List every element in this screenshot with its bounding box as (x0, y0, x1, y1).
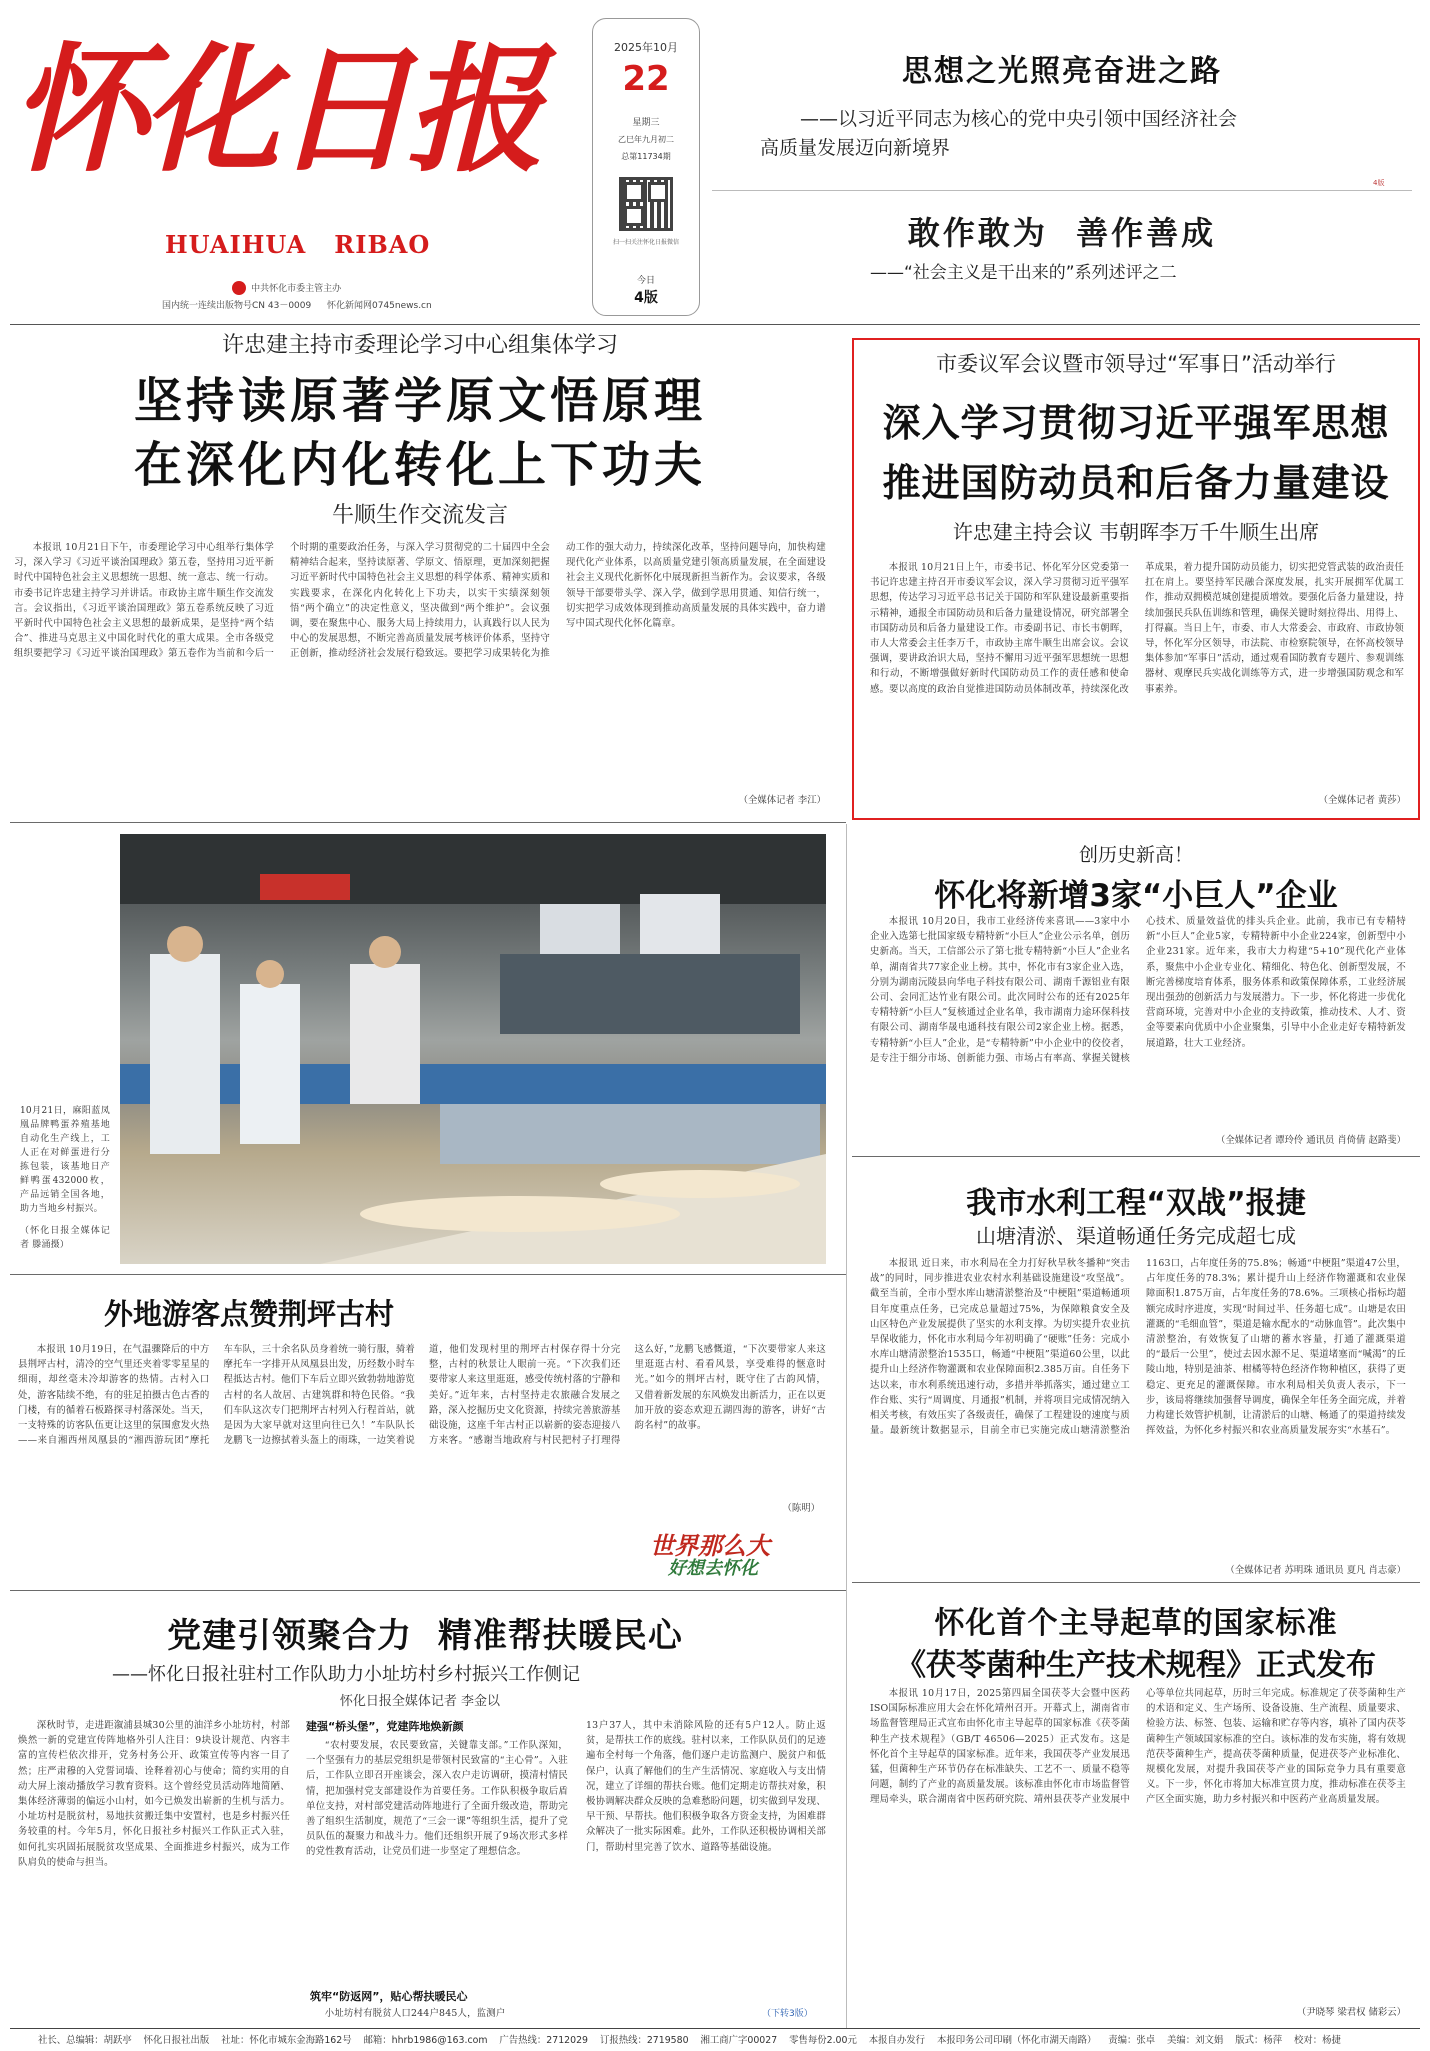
footer-rule (10, 2028, 1420, 2029)
divider (852, 1582, 1420, 1583)
water-body: 本报讯 近日来，市水利局在全力打好秋旱秋冬播种“突击战”的同时，同步推进农业农村水利基础设施建设“攻坚战”。截至当前，全市小型水库山塘清淤整治及“中梗阻”渠道畅通项目年度重点任务，已完成总量超过75%，为保障粮食安全及山区特色产业发展提供了坚实的水利支撑。为切实提升农业抗旱保收能力，怀化市水利局今年初明确了“硬账”任务：完成小水库山塘清淤整治1535口，畅通“中梗阻”渠道60公里，以此提升山上经济作物灌溉和农业保障面积2.385万亩。自任务下达以来，市水利系统迅速行动，多措并举抓落实，通过建立工作台账、实行“周调度、月通报”机制，并将项目完成情况纳入相关考核，有效压实了各级责任，确保了工程建设的速度与质量。最新统计数据显示，目前全市已实施完成山塘清淤整治1163口，占年度任务的75.8%；畅通“中梗阻”渠道47公里，占年度任务的78.3%；累计提升山上经济作物灌溉和农业保障面积1.875万亩，占年度任务的78.6%。三项核心指标均超额完成时序进度，实现“时间过半、任务超七成”。山塘是农田灌溉的“毛细血管”，渠道是输水配水的“动脉血管”。此次集中清淤整治，有效恢复了山塘的蓄水容量，打通了灌溉渠道的“最后一公里”，使过去因水源不足、渠道堵塞而“喊渴”的丘陵山地，特别是油茶、柑橘等特色经济作物种植区，获得了更稳定、更充足的灌溉保障。市水利局相关负责人表示，下一步，该局将继续加强督导调度，确保全年任务全面完成，并着力构建长效管护机制，让清淤后的山塘、畅通了的渠道持续发挥效益，为怀化乡村振兴和农业高质量发展夯实“水基石”。 (870, 1258, 1406, 1437)
masthead-pinyin: HUAIHUA RIBAO (165, 230, 431, 259)
boxed-title-1[interactable]: 深入学习贯彻习近平强军思想 (882, 401, 1390, 445)
tourists-body: 本报讯 10月19日，在气温骤降后的中方县荆坪古村，清冷的空气里还夹着零零星星的细雨，却丝毫未冷却游客的热情。古村入口处，游客陆续不绝，有的驻足拍摄古色古香的门楼，有的循着石板路探寻村落深处。当天，一支特殊的访客队伍更让这里的氛围愈发火热——来自湘西州凤凰县的“湘西游玩团”摩托车车队，三十余名队员身着统一骑行服，骑着摩托车一字排开从凤凰县出发，历经数小时车程抵达古村。他们下车后立即兴致勃勃地游览古村的名人故居、古建筑群和特色民俗。“我们车队这次专门把荆坪古村列入行程首站，就是因为大家早就对这里向往已久！”车队队长龙鹏飞一边擦拭着头盔上的雨珠，一边笑着说道，他们发现村里的荆坪古村保存得十分完整，古村的秋景让人眼前一亮。“下次我们还要带家人来这里逛逛，感受传统村落的宁静和美好。”近年来，古村坚持走农旅融合发展之路，深入挖掘历史文化资源，持续完善旅游基础设施，这座千年古村正以崭新的姿态迎接八方来客。“感谢当地政府与村民把村子打理得这么好，”龙鹏飞感慨道，“下次要带家人来这里逛逛古村、看看风景，享受难得的惬意时光。”如今的荆坪古村，既守住了古韵风情，又借着新发展的东风焕发出新活力，正在以更加开放的姿态欢迎五湖四海的游客，讲好“古韵名村”的故事。 (18, 1344, 826, 1447)
water-title[interactable]: 我市水利工程“双战”报捷 (966, 1186, 1306, 1221)
photo-scene (120, 834, 826, 1264)
sponsor-text: 中共怀化市委主管主办 (251, 284, 342, 294)
lead-kicker: 许忠建主持市委理论学习中心组集体学习 (221, 333, 618, 358)
party-body-col2: “农村要发展，农民要致富，关键靠支部。”工作队深知，一个坚强有力的基层党组织是带领村民致富的“主心骨”。入驻后，工作队立即召开座谈会，深入农户走访调研，摸清村情民情，把加强村党支部建设作为首要任务。工作队积极争取后盾单位支持，对村部党建活动阵地进行了全面升级改造，帮助完善了组织生活制度，规范了“三会一课”等组织生活，提升了党员队伍的凝聚力和战斗力。他们还组织开展了9场次形式多样的党性教育活动，让党员们进一步坚定了理想信念。 (306, 1740, 568, 1858)
boxed-byline: （全媒体记者 黄莎） (1318, 795, 1406, 806)
tourists-title[interactable]: 外地游客点赞荆坪古村 (104, 1297, 395, 1331)
standard-title-2[interactable]: 《茯苓菌种生产技术规程》正式发布 (896, 1648, 1376, 1683)
little-giant-kicker: 创历史新高！ (1078, 844, 1193, 866)
party-col2-subhead-1: 建强“桥头堡”，党建阵地焕新颜 (306, 1720, 464, 1733)
little-giant-byline: （全媒体记者 谭玲伶 通讯员 肖倚倩 赵路斐） (1215, 1135, 1406, 1146)
party-continue-link[interactable]: （下转3版） (762, 2009, 813, 2019)
top-story-1-title[interactable]: 思想之光照亮奋进之路 (902, 54, 1222, 89)
footer-info: 社长、总编辑：胡跃亭 怀化日报社出版 社址：怀化市城东金海路162号 邮箱：hhrb1986@163.com 广告热线：2712029 订报热线：2719580 湘工商广字00027 零售每份2.00元 本报自办发行 本报印务公司印刷（怀化市湖天南路） 责编：张卓 美编：刘文娟 版式：杨萍 校对：杨捷 (38, 2035, 1341, 2046)
date-block (592, 18, 700, 316)
lead-byline: （全媒体记者 李江） (738, 795, 826, 806)
water-sub: 山塘清淤、渠道畅通任务完成超七成 (976, 1224, 1296, 1248)
top-story-2-title[interactable]: 敢作敢为 善作善成 (907, 214, 1217, 252)
divider (10, 1274, 846, 1275)
today-label: 今日 (636, 276, 655, 286)
tourists-byline: （陈明） (782, 1503, 820, 1514)
top-story-1-page-ref[interactable]: 4版 (1373, 179, 1385, 187)
boxed-title-2[interactable]: 推进国防动员和后备力量建设 (882, 461, 1390, 505)
divider (852, 1156, 1420, 1157)
standard-byline: （尹晓琴 梁君权 储彩云） (1296, 2007, 1406, 2018)
water-byline: （全媒体记者 苏明珠 通讯员 夏凡 肖志豪） (1225, 1565, 1406, 1576)
masthead-title: 怀化日报 (10, 28, 539, 191)
cn-number: 国内统一连续出版物号CN 43－0009 (162, 301, 312, 311)
divider (10, 1590, 846, 1591)
lead-title-1[interactable]: 坚持读原著学原文悟原理 (133, 373, 706, 429)
little-giant-body: 本报讯 10月20日，我市工业经济传来喜讯——3家中小企业入选第七批国家级专精特新“小巨人”企业公示名单，创历史新高。当天，工信部公示了第七批专精特新“小巨人”企业名单，湖南省共77家企业上榜。其中，怀化市有3家企业入选，分别为湖南沅陵县向华电子科技有限公司、湖南千源铝业有限公司、会同汇达竹业有限公司。此次同时公布的还有2025年专精特新“小巨人”复核通过企业名单，我市湖南力途环保科技有限公司、湖南华晟电通科技有限公司2家企业上榜。据悉，专精特新“小巨人”企业，是“专精特新”中小企业中的佼佼者，是专注于细分市场、创新能力强、市场占有率高、掌握关键核心技术、质量效益优的排头兵企业。此前，我市已有专精特新“小巨人”企业5家，专精特新中小企业224家，创新型中小企业231家。近年来，我市大力构建“5+10”现代化产业体系，聚焦中小企业专业化、精细化、特色化、创新型发展，不断完善梯度培育体系，服务体系和政策保障体系，工业经济展现出强劲的创新活力与发展潜力。下一步，怀化将进一步优化营商环境，完善对中小企业的支持政策，推动技术、人才、资金等要素向优质中小企业聚集，引导中小企业走好专精特新发展道路，壮大工业经济。 (870, 916, 1406, 1064)
party-emblem-icon (232, 281, 246, 295)
photo-credit: （怀化日报全媒体记者 滕涌摄） (20, 1226, 110, 1250)
masthead-sponsor-row (232, 277, 341, 295)
standard-body: 本报讯 10月17日，2025第四届全国茯苓大会暨中医药ISO国际标准应用大会在怀化靖州召开。开幕式上，湖南省市场监督管理局正式宣布由怀化市主导起草的国家标准《茯苓菌种生产技术规程》（GB/T 46506—2025）正式发布。这是怀化首个主导起草的国家标准。近年来，我国茯苓产业发展迅猛，但菌种生产环节仍存在标准缺失、工艺不一、质量不稳等问题，制约了产业的高质量发展。该标准由怀化市市场监督管理局牵头，联合湖南省中医药研究院、靖州县茯苓产业发展中心等单位共同起草，历时三年完成。标准规定了茯苓菌种生产的术语和定义、生产场所、设备设施、生产流程、质量要求、检验方法、标签、包装、运输和贮存等内容，填补了国内茯苓菌种生产领域国家标准的空白。该标准的发布实施，将有效规范茯苓菌种生产，提高茯苓菌种质量，促进茯苓产业标准化、规模化发展，对提升我国茯苓产业的国际竞争力具有重要意义。下一步，怀化市将加大标准宣贯力度，推动标准在茯苓主产区全面实施，助力乡村振兴和中医药产业高质量发展。 (870, 1688, 1406, 1806)
party-sub: ——怀化日报社驻村工作队助力小址坊村乡村振兴工作侧记 (112, 1664, 580, 1685)
lead-sub: 牛顺生作交流发言 (331, 503, 508, 528)
boxed-body: 本报讯 10月21日上午，市委书记、怀化军分区党委第一书记许忠建主持召开市委议军会议，深入学习贯彻习近平强军思想，传达学习习近平总书记关于国防和军队建设最新重要指示精神，通报全市国防动员和后备力量建设情况，研究部署全市国防动员和后备力量建设工作。市委副书记、市长韦朝晖，市人大常委会主任李万千，市政协主席牛顺生出席会议。会议强调，要讲政治识大局，坚持不懈用习近平强军思想统一思想和行动，不断增强做好新时代国防动员工作的责任感和使命感。要以高度的政治自觉推进国防动员体制改革，持续深化改革成果，着力提升国防动员能力，切实把党管武装的政治责任扛在肩上。要坚持军民融合深度发展，扎实开展拥军优属工作，推动双拥模范城创建提质增效。要强化后备力量建设，持续加强民兵队伍训练和管理，确保关键时刻拉得出、用得上、打得赢。当日上午，市委、市人大常委会、市政府、市政协领导，怀化军分区领导，市法院、市检察院领导，在怀高校领导集体参加“军事日”活动，通过观看国防教育专题片、参观训练器材、观摩民兵实战化训练等方式，进一步增强国防观念和军事素养。 (870, 562, 1404, 695)
egg-factory-photo (120, 834, 826, 1264)
section-divider (10, 822, 846, 823)
top-story-1-sub2: 高质量发展迈向新境界 (760, 137, 951, 159)
column-rule (846, 824, 847, 2028)
masthead-divider (10, 324, 1420, 325)
masthead (10, 15, 580, 315)
party-title[interactable]: 党建引领聚合力 精准帮扶暖民心 (167, 1616, 683, 1656)
travel-logo-line1: 世界那么大 (650, 1531, 770, 1560)
date-serial: 总第11734期 (621, 152, 671, 161)
qr-caption: 扫一扫关注怀化日报微信 (612, 239, 679, 246)
top-story-2-sub: ——“社会主义是干出来的”系列述评之二 (870, 263, 1177, 283)
lead-title-2[interactable]: 在深化内化转化上下功夫 (133, 437, 706, 493)
travel-logo (610, 1522, 810, 1582)
party-author: 怀化日报全媒体记者 李金以 (339, 1694, 501, 1709)
date-weekday: 星期三 (632, 118, 660, 128)
page-count: 4版 (634, 290, 658, 306)
little-giant-title[interactable]: 怀化将新增3家“小巨人”企业 (934, 878, 1338, 914)
photo-caption: 10月21日，麻阳蓝凤凰品牌鸭蛋养殖基地自动化生产线上，工人正在对鲜蛋进行分拣包装，该基地日产鲜鸭蛋432000枚，产品远销全国各地，助力当地乡村振兴。 (20, 1106, 110, 1214)
date-day: 22 (622, 59, 670, 99)
party-col2-subhead-2: 筑牢“防返网”，贴心帮扶暖民心 (310, 1990, 468, 2003)
boxed-sub: 许忠建主持会议 韦朝晖李万千牛顺生出席 (952, 520, 1320, 544)
party-body-col3: 13户37人，其中未消除风险的还有5户12人。防止返贫，是帮扶工作的底线。驻村以来，工作队队员们的足迹遍布全村每一个角落，他们逐户走访监测户、脱贫户和低保户，认真了解他们的生产生活情况、家庭收入与支出情况，建立了详细的帮扶台账。他们定期走访帮扶对象，积极协调解决群众反映的急难愁盼问题，切实做到早发现、早干预、早帮扶。他们积极争取各方资金支持，为困难群众解决了一批实际困难。此外，工作队还积极协调相关部门，帮助村里完善了饮水、道路等基础设施。 (586, 1720, 826, 1853)
boxed-kicker: 市委议军会议暨市领导过“军事日”活动举行 (936, 352, 1336, 376)
party-body-col1: 深秋时节，走进距溆浦县城30公里的油洋乡小址坊村，村部焕然一新的党建宣传阵地格外引人注目：9块设计规范、内容丰富的宣传栏依次排开，党务村务公开、政策宣传等内容一目了然；庄严肃穆的入党誓词墙、诠释着初心与使命；简约实用的自动大屏上滚动播放学习教育资料。这个曾经党员活动阵地简陋、集体经济薄弱的偏远小山村，如今已焕发出崭新的生机与活力。小址坊村是脱贫村，易地扶贫搬迁集中安置村，也是乡村振兴任务较重的村。今年5月，怀化日报社乡村振兴工作队正式入驻，如何扎实巩固拓展脱贫攻坚成果、全面推进乡村振兴，成为工作队肩负的使命与担当。 (18, 1720, 290, 1868)
masthead-info-row (162, 298, 432, 311)
website-link[interactable]: 怀化新闻网0745news.cn (327, 301, 432, 311)
top-story-1-sub1: ——以习近平同志为核心的党中央引领中国经济社会 (800, 108, 1238, 130)
divider (712, 190, 1412, 191)
party-body-col2b: 小址坊村有脱贫人口244户845人，监测户 (324, 2008, 506, 2019)
qr-code-icon (619, 177, 673, 231)
travel-logo-line2: 好想去怀化 (668, 1558, 758, 1579)
lead-body: 本报讯 10月21日下午，市委理论学习中心组举行集体学习，深入学习《习近平谈治国理政》第五卷，坚持用习近平新时代中国特色社会主义思想统一思想、统一意志、统一行动。市委书记许忠建主持学习并讲话。市政协主席牛顺生作交流发言。会议指出，《习近平谈治国理政》第五卷系统反映了习近平新时代中国特色社会主义思想的最新成果，是坚持“两个结合”、推进马克思主义中国化时代化的重大成果。全市各级党组织要把学习《习近平谈治国理政》第五卷作为当前和今后一个时期的重要政治任务，与深入学习贯彻党的二十届四中全会精神结合起来，坚持读原著、学原文、悟原理，更加深刻把握习近平新时代中国特色社会主义思想的科学体系、精神实质和实践要求，在深化内化转化上下功夫，以实干实绩深刻领悟“两个确立”的决定性意义，坚决做到“两个维护”。会议强调，要在聚焦中心、服务大局上持续用力，认真践行以人民为中心的发展思想，不断完善高质量发展考核评价体系，坚持守正创新，推动经济社会发展行稳致远。要把学习成果转化为推动工作的强大动力，持续深化改革，坚持问题导向，加快构建现代化产业体系，以高质量党建引领高质量发展，在全面建设社会主义现代化新怀化中展现新担当新作为。会议要求，各级领导干部要带头学、深入学，做到学思用贯通、知信行统一，切实把学习成效体现到推动高质量发展的具体实践中，奋力谱写中国式现代化怀化篇章。 (14, 542, 826, 660)
standard-title-1[interactable]: 怀化首个主导起草的国家标准 (934, 1606, 1338, 1641)
date-lunar: 乙巳年九月初二 (618, 135, 674, 144)
date-year-month: 2025年10月 (614, 41, 678, 54)
